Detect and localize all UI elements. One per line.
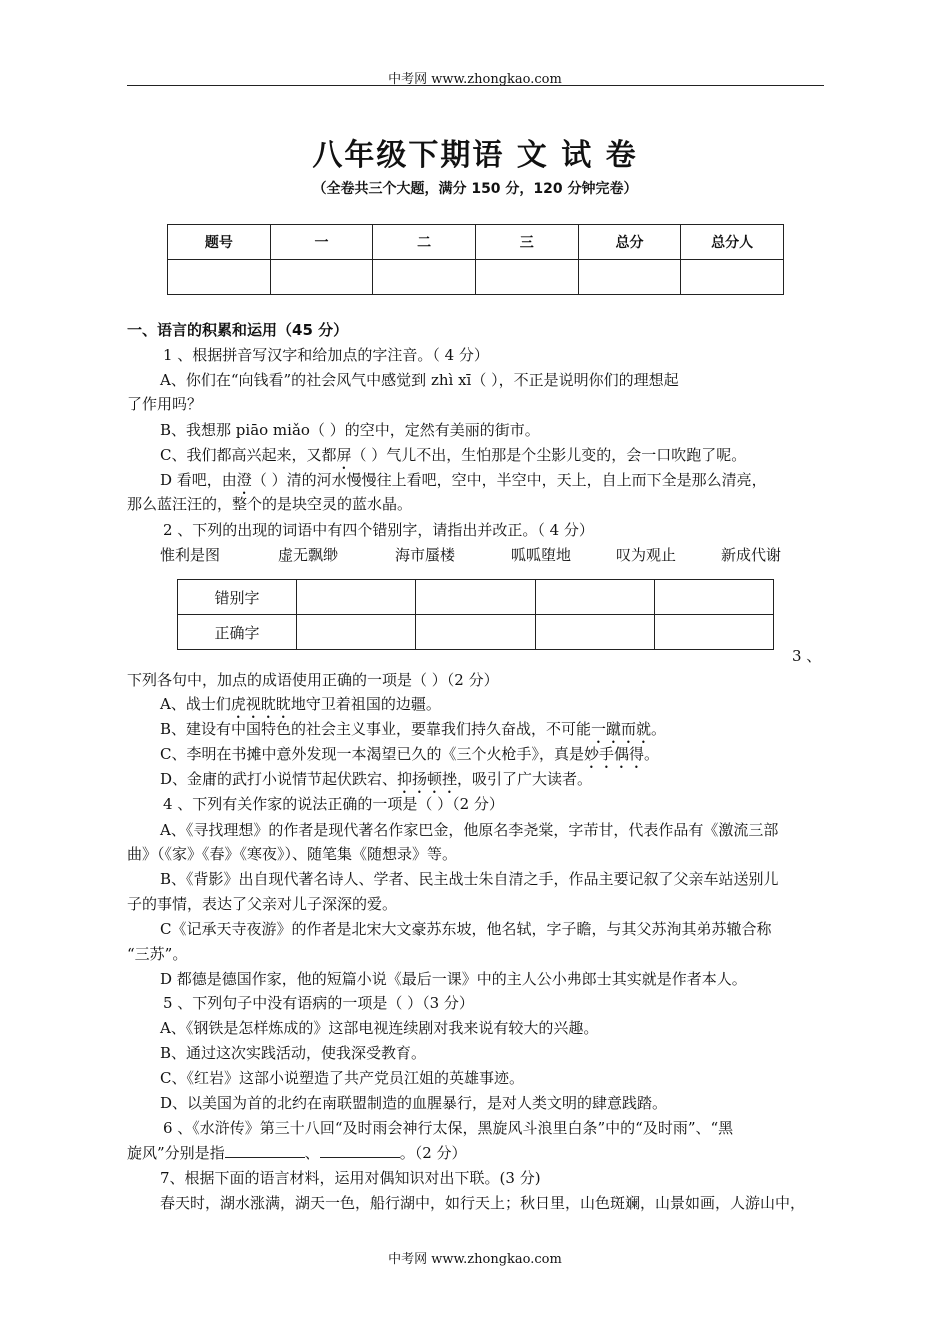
score-header-cell: 题号 <box>168 225 271 260</box>
q5-option-d: D、以美国为首的北约在南联盟制造的血腥暴行，是对人类文明的肆意践踏。 <box>160 1094 668 1112</box>
typo-answer-cell[interactable] <box>654 615 773 650</box>
score-table <box>167 224 784 295</box>
page-footer: 中考网 www.zhongkao.com <box>388 1252 562 1267</box>
q3-option-a: A、战士们虎视眈眈地守卫着祖国的边疆。 <box>160 695 441 713</box>
dotted-char: 澄 <box>236 471 252 489</box>
q4-option-a: A、《寻找理想》的作者是现代著名作家巴金，他原名李尧棠，字芾甘，代表作品有《激流三部 <box>160 821 779 839</box>
q7-material: 春天时，湖水涨满，湖天一色，船行湖中，如行天上；秋日里，山色斑斓，山景如画，人游山中， <box>160 1194 806 1212</box>
score-header-cell: 二 <box>373 225 476 260</box>
section-heading: 一、语言的积累和运用（45 分） <box>127 321 349 339</box>
q4-option-a-cont: 曲》（《家》《春》《寒夜》）、随笔集《随想录》等。 <box>127 845 458 863</box>
typo-row-label: 正确字 <box>178 615 297 650</box>
answer-blank[interactable] <box>225 1143 305 1158</box>
typo-row-correct <box>178 615 774 650</box>
q1-option-b: B、我想那 piāo miǎo（ ）的空中，定然有美丽的街市。 <box>160 421 540 439</box>
q1-option-d: D 看吧，由澄（ ）清的河水慢慢往上看吧，空中，半空中，天上，自上而下全是那么清亮， <box>160 471 767 489</box>
q1-option-a: A、你们在“向钱看”的社会风气中感觉到 zhì xī（ ），不正是说明你们的理想起 <box>160 371 679 389</box>
typo-answer-cell[interactable] <box>654 580 773 615</box>
q3-option-b: B、建设有中国特色的社会主义事业，要靠我们持久奋战，不可能一蹴而就。 <box>160 720 667 738</box>
score-table-header-row <box>168 225 784 260</box>
q3-option-d: D、金庸的武打小说情节起伏跌宕、抑扬顿挫，吸引了广大读者。 <box>160 770 593 788</box>
typo-answer-cell[interactable] <box>535 580 654 615</box>
dotted-idiom: 一蹴而就 <box>591 720 652 738</box>
q2-word: 叹为观止 <box>616 546 677 564</box>
q2-stem: 2 、下列的出现的词语中有四个错别字，请指出并改正。（ 4 分） <box>163 521 594 539</box>
answer-blank[interactable] <box>320 1143 400 1158</box>
exam-subtitle: （全卷共三个大题，满分 150 分，120 分钟完卷） <box>312 181 638 197</box>
score-value-cell[interactable] <box>681 260 784 295</box>
exam-title: 八年级下期语 文 试 卷 <box>312 138 638 173</box>
typo-answer-cell[interactable] <box>535 615 654 650</box>
score-table-value-row <box>168 260 784 295</box>
q3-number: 3 、 <box>792 647 822 665</box>
dotted-idiom: 抑扬顿挫 <box>397 770 458 788</box>
q5-option-c: C、《红岩》这部小说塑造了共产党员江姐的英雄事迹。 <box>160 1069 524 1087</box>
q7-stem: 7、根据下面的语言材料，运用对偶知识对出下联。(3 分) <box>160 1169 541 1187</box>
q3-stem: 下列各句中，加点的成语使用正确的一项是（ ）（2 分） <box>127 671 499 689</box>
typo-answer-cell[interactable] <box>416 580 535 615</box>
q4-option-d: D 都德是德国作家，他的短篇小说《最后一课》中的主人公小弗郎士其实就是作者本人。 <box>160 970 747 988</box>
q4-stem: 4 、下列有关作家的说法正确的一项是（ ）（2 分） <box>163 795 504 813</box>
q5-option-a: A、《钢铁是怎样炼成的》这部电视连续剧对我来说有较大的兴趣。 <box>160 1019 599 1037</box>
q6-line2: 旋风”分别是指 、 。（2 分） <box>127 1144 467 1162</box>
q5-stem: 5 、下列句子中没有语病的一项是（ ）（3 分） <box>163 994 474 1012</box>
q3-option-c: C、李明在书摊中意外发现一本渴望已久的《三个火枪手》，真是妙手偶得。 <box>160 745 660 763</box>
q2-word: 惟利是图 <box>160 546 221 564</box>
q1-option-a-cont: 了作用吗？ <box>127 395 203 413</box>
q4-option-b: B、《背影》出自现代著名诗人、学者、民主战士朱自清之手，作品主要记叙了父亲车站送别儿 <box>160 870 779 888</box>
dotted-idiom: 虎视眈眈 <box>230 695 291 713</box>
q4-option-b-cont: 子的事情，表达了父亲对儿子深深的爱。 <box>127 895 398 913</box>
q1-option-d-cont: 那么蓝汪汪的，整个的是块空灵的蓝水晶。 <box>127 495 413 513</box>
typo-row-wrong <box>178 580 774 615</box>
typo-row-label: 错别字 <box>178 580 297 615</box>
typo-table <box>177 579 774 650</box>
header-rule <box>127 85 824 86</box>
typo-answer-cell[interactable] <box>297 615 416 650</box>
page-header: 中考网 www.zhongkao.com <box>388 72 562 87</box>
score-value-cell[interactable] <box>475 260 578 295</box>
typo-answer-cell[interactable] <box>297 580 416 615</box>
q1-stem: 1 、根据拼音写汉字和给加点的字注音。（ 4 分） <box>163 346 489 364</box>
q2-word: 新成代谢 <box>721 546 782 564</box>
score-header-cell: 总分 <box>578 225 681 260</box>
dotted-char: 屏 <box>336 446 352 464</box>
q1-option-c: C、我们都高兴起来，又都屏（ ）气儿不出，生怕那是个尘影儿变的，会一口吹跑了呢。 <box>160 446 747 464</box>
score-header-cell: 一 <box>270 225 373 260</box>
score-value-cell[interactable] <box>578 260 681 295</box>
q2-word: 虚无飘缈 <box>278 546 339 564</box>
score-value-cell[interactable] <box>168 260 271 295</box>
typo-answer-cell[interactable] <box>416 615 535 650</box>
q5-option-b: B、通过这次实践活动，使我深受教育。 <box>160 1044 427 1062</box>
q6-line1: 6 、《水浒传》第三十八回“及时雨会神行太保，黑旋风斗浪里白条”中的“及时雨”、“黑 <box>163 1119 734 1137</box>
q2-word: 海市蜃楼 <box>395 546 456 564</box>
score-value-cell[interactable] <box>373 260 476 295</box>
score-value-cell[interactable] <box>270 260 373 295</box>
q2-word: 呱呱堕地 <box>511 546 572 564</box>
score-header-cell: 三 <box>475 225 578 260</box>
q4-option-c: C《记承天寺夜游》的作者是北宋大文豪苏东坡，他名轼，字子瞻，与其父苏洵其弟苏辙合称 <box>160 920 772 938</box>
score-header-cell: 总分人 <box>681 225 784 260</box>
dotted-idiom: 妙手偶得 <box>583 745 644 763</box>
q4-option-c-cont: “三苏”。 <box>127 945 188 963</box>
